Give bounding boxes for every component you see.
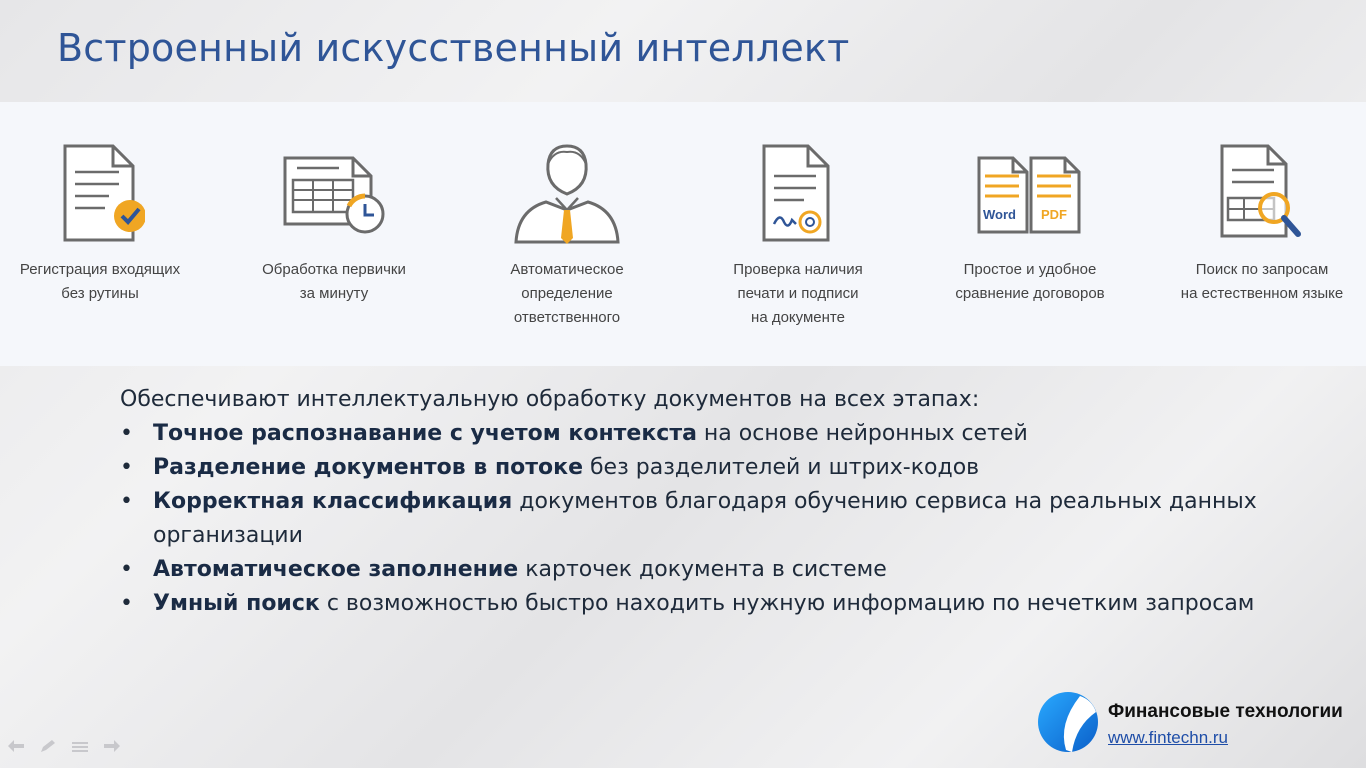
feature-label: Автоматическое определение ответственного	[510, 261, 624, 326]
content-block	[120, 383, 1320, 621]
feature-label: Простое и удобное сравнение договоров	[955, 261, 1105, 302]
businessman-icon	[512, 140, 622, 245]
bullet-bold: Умный поиск	[153, 591, 320, 616]
feature-label: Проверка наличия печати и подписи на документе	[733, 261, 863, 326]
feature-natural-search	[1152, 102, 1366, 366]
company-link[interactable]: www.fintechn.ru	[1108, 728, 1228, 747]
bullet-text: на основе нейронных сетей	[696, 421, 1028, 446]
feature-contract-compare	[920, 102, 1140, 366]
previous-icon[interactable]	[6, 738, 26, 754]
fintech-logo-icon	[1036, 690, 1100, 754]
feature-stamp-signature	[688, 102, 908, 366]
feature-registration	[0, 102, 210, 366]
word-pdf-compare-icon	[975, 156, 1085, 236]
next-icon[interactable]	[102, 738, 122, 754]
intro-text: Обеспечивают интеллектуальную обработку документов на всех этапах:	[120, 387, 980, 412]
feature-label: Обработка первички за минуту	[262, 261, 406, 302]
company-name: Финансовые технологии	[1108, 701, 1343, 722]
list-item: • Точное распознавание с учетом контекста на основе нейронных сетей	[120, 421, 1028, 446]
list-item: • Корректная классификация документов благодаря обучению сервиса на реальных данных организации	[120, 489, 1257, 548]
word-badge: Word	[983, 207, 1016, 222]
list-item: • Умный поиск с возможностью быстро находить нужную информацию по нечетким запросам	[120, 591, 1255, 616]
signed-stamped-document-icon	[758, 142, 838, 242]
bullet-bold: Корректная классификация	[153, 489, 513, 514]
feature-responsible	[457, 102, 677, 366]
feature-primary-docs	[224, 102, 444, 366]
bullet-text: карточек документа в системе	[518, 557, 887, 582]
pen-icon[interactable]	[38, 738, 58, 754]
bullet-text: документов благодаря обучению сервиса на реальных данных организации	[153, 489, 1257, 548]
document-check-icon	[55, 142, 145, 242]
slideshow-controls	[6, 738, 122, 754]
bullet-bold: Автоматическое заполнение	[153, 557, 519, 582]
slide-title: Встроенный искусственный интеллект	[57, 26, 850, 70]
menu-icon[interactable]	[70, 738, 90, 754]
company-block	[1108, 700, 1343, 750]
bullet-bold: Точное распознавание с учетом контекста	[153, 421, 697, 446]
bullet-list	[120, 417, 1320, 621]
features-band	[0, 102, 1366, 366]
feature-label: Поиск по запросам на естественном языке	[1180, 261, 1344, 302]
bullet-text: с возможностью быстро находить нужную информацию по нечетким запросам	[319, 591, 1255, 616]
table-clock-icon	[279, 152, 389, 242]
list-item: • Автоматическое заполнение карточек документа в системе	[120, 557, 887, 582]
pdf-badge: PDF	[1041, 207, 1067, 222]
list-item: • Разделение документов в потоке без разделителей и штрих-кодов	[120, 455, 980, 480]
feature-label: Регистрация входящих без рутины	[19, 261, 181, 302]
bullet-bold: Разделение документов в потоке	[153, 455, 583, 480]
document-search-icon	[1214, 142, 1310, 242]
bullet-text: без разделителей и штрих-кодов	[583, 455, 980, 480]
